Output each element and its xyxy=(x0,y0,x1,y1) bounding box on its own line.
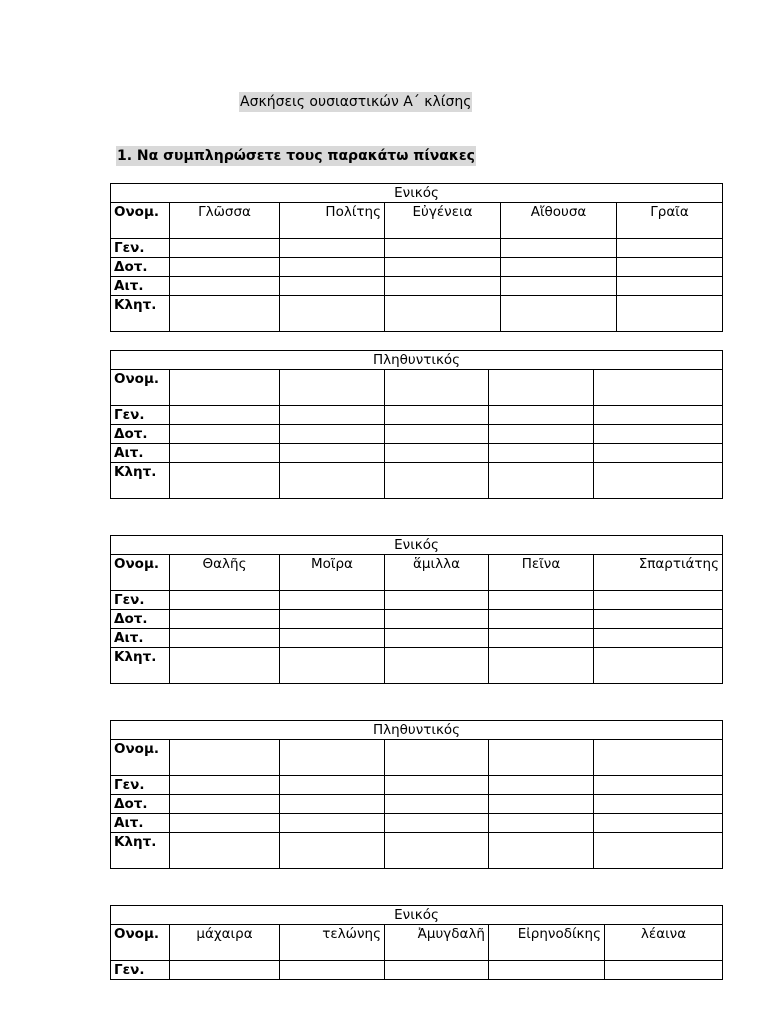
table-header: Πληθυντικός xyxy=(111,721,723,740)
case-label: Αιτ. xyxy=(111,277,170,296)
case-label: Γεν. xyxy=(111,406,170,425)
answer-cell[interactable] xyxy=(280,814,385,833)
answer-cell[interactable] xyxy=(385,629,489,648)
table-header: Ενικός xyxy=(111,536,723,555)
table-header: Πληθυντικός xyxy=(111,351,723,370)
answer-cell[interactable] xyxy=(170,444,280,463)
answer-cell[interactable] xyxy=(489,463,594,499)
answer-cell[interactable] xyxy=(170,610,280,629)
noun-cell: Θαλῆς xyxy=(170,555,280,591)
answer-cell[interactable] xyxy=(385,406,489,425)
answer-cell[interactable] xyxy=(594,833,723,869)
case-label: Ονομ. xyxy=(111,925,170,961)
answer-cell[interactable] xyxy=(385,610,489,629)
table-row-vocative xyxy=(111,648,723,684)
case-label: Ονομ. xyxy=(111,555,170,591)
answer-cell[interactable] xyxy=(385,740,489,776)
answer-cell[interactable] xyxy=(280,833,385,869)
answer-cell[interactable] xyxy=(489,406,594,425)
case-label: Δοτ. xyxy=(111,795,170,814)
answer-cell[interactable] xyxy=(280,629,385,648)
answer-cell[interactable] xyxy=(594,814,723,833)
table-row-genitive xyxy=(111,776,723,795)
table-header: Ενικός xyxy=(111,906,723,925)
table-row-nominative xyxy=(111,740,723,776)
answer-cell[interactable] xyxy=(170,239,280,258)
answer-cell[interactable] xyxy=(594,425,723,444)
answer-cell[interactable] xyxy=(385,277,501,296)
noun-cell: Ἀμυγδαλῆ xyxy=(385,925,489,961)
answer-cell[interactable] xyxy=(385,961,489,980)
case-label: Γεν. xyxy=(111,961,170,980)
answer-cell[interactable] xyxy=(385,833,489,869)
table-row-accusative xyxy=(111,814,723,833)
answer-cell[interactable] xyxy=(280,370,385,406)
answer-cell[interactable] xyxy=(605,961,723,980)
answer-cell[interactable] xyxy=(501,296,617,332)
declension-table-plural-1 xyxy=(110,350,723,499)
noun-cell: Μοῖρα xyxy=(280,555,385,591)
case-label: Δοτ. xyxy=(111,425,170,444)
answer-cell[interactable] xyxy=(489,370,594,406)
answer-cell[interactable] xyxy=(170,370,280,406)
answer-cell[interactable] xyxy=(385,795,489,814)
answer-cell[interactable] xyxy=(501,258,617,277)
answer-cell[interactable] xyxy=(170,463,280,499)
table-row-dative xyxy=(111,795,723,814)
answer-cell[interactable] xyxy=(280,795,385,814)
answer-cell[interactable] xyxy=(489,444,594,463)
table-row-genitive xyxy=(111,239,723,258)
answer-cell[interactable] xyxy=(170,648,280,684)
table-row-dative xyxy=(111,258,723,277)
table-row-nominative xyxy=(111,203,723,239)
table-row-accusative xyxy=(111,629,723,648)
answer-cell[interactable] xyxy=(385,425,489,444)
table-row-accusative xyxy=(111,277,723,296)
document-title: Ασκήσεις ουσιαστικών Α΄ κλίσης xyxy=(240,94,472,110)
answer-cell[interactable] xyxy=(280,610,385,629)
table-row-genitive xyxy=(111,406,723,425)
table-row-nominative xyxy=(111,555,723,591)
answer-cell[interactable] xyxy=(594,776,723,795)
answer-cell[interactable] xyxy=(385,296,501,332)
noun-cell: λέαινα xyxy=(605,925,723,961)
case-label: Δοτ. xyxy=(111,610,170,629)
answer-cell[interactable] xyxy=(170,591,280,610)
case-label: Γεν. xyxy=(111,239,170,258)
table-row-nominative xyxy=(111,370,723,406)
answer-cell[interactable] xyxy=(489,425,594,444)
table-row-genitive xyxy=(111,591,723,610)
table-row-accusative xyxy=(111,444,723,463)
answer-cell[interactable] xyxy=(617,258,723,277)
case-label: Αιτ. xyxy=(111,444,170,463)
answer-cell[interactable] xyxy=(280,406,385,425)
answer-cell[interactable] xyxy=(170,296,280,332)
declension-table-singular-3 xyxy=(110,905,723,980)
noun-cell: ἅμιλλα xyxy=(385,555,489,591)
answer-cell[interactable] xyxy=(594,648,723,684)
answer-cell[interactable] xyxy=(170,776,280,795)
answer-cell[interactable] xyxy=(385,648,489,684)
answer-cell[interactable] xyxy=(170,961,280,980)
answer-cell[interactable] xyxy=(280,425,385,444)
answer-cell[interactable] xyxy=(594,370,723,406)
exercise-heading: 1. Να συμπληρώσετε τους παρακάτω πίνακες xyxy=(117,148,475,164)
answer-cell[interactable] xyxy=(594,795,723,814)
answer-cell[interactable] xyxy=(385,814,489,833)
answer-cell[interactable] xyxy=(385,444,489,463)
answer-cell[interactable] xyxy=(594,740,723,776)
case-label: Κλητ. xyxy=(111,833,170,869)
answer-cell[interactable] xyxy=(385,370,489,406)
noun-cell: Πεῖνα xyxy=(489,555,594,591)
table-row-dative xyxy=(111,425,723,444)
answer-cell[interactable] xyxy=(385,776,489,795)
answer-cell[interactable] xyxy=(489,833,594,869)
table-row-genitive xyxy=(111,961,723,980)
noun-cell: Αἴθουσα xyxy=(501,203,617,239)
noun-cell: τελώνης xyxy=(280,925,385,961)
answer-cell[interactable] xyxy=(489,961,605,980)
answer-cell[interactable] xyxy=(489,610,594,629)
answer-cell[interactable] xyxy=(280,444,385,463)
case-label: Ονομ. xyxy=(111,203,170,239)
case-label: Αιτ. xyxy=(111,814,170,833)
case-label: Κλητ. xyxy=(111,648,170,684)
declension-table-plural-2 xyxy=(110,720,723,869)
answer-cell[interactable] xyxy=(594,629,723,648)
answer-cell[interactable] xyxy=(594,406,723,425)
noun-cell: Γλῶσσα xyxy=(170,203,280,239)
answer-cell[interactable] xyxy=(280,463,385,499)
answer-cell[interactable] xyxy=(489,591,594,610)
case-label: Γεν. xyxy=(111,776,170,795)
answer-cell[interactable] xyxy=(489,814,594,833)
noun-cell: Εἰρηνοδίκης xyxy=(489,925,605,961)
noun-cell: Σπαρτιάτης xyxy=(594,555,723,591)
table-row-dative xyxy=(111,610,723,629)
answer-cell[interactable] xyxy=(280,961,385,980)
answer-cell[interactable] xyxy=(385,463,489,499)
answer-cell[interactable] xyxy=(170,795,280,814)
noun-cell: Εὐγένεια xyxy=(385,203,501,239)
answer-cell[interactable] xyxy=(170,406,280,425)
answer-cell[interactable] xyxy=(501,277,617,296)
answer-cell[interactable] xyxy=(617,277,723,296)
answer-cell[interactable] xyxy=(170,740,280,776)
declension-table-singular-1 xyxy=(110,183,723,332)
answer-cell[interactable] xyxy=(280,648,385,684)
answer-cell[interactable] xyxy=(280,258,385,277)
noun-cell: μάχαιρα xyxy=(170,925,280,961)
answer-cell[interactable] xyxy=(501,239,617,258)
case-label: Κλητ. xyxy=(111,296,170,332)
case-label: Ονομ. xyxy=(111,740,170,776)
answer-cell[interactable] xyxy=(280,591,385,610)
case-label: Δοτ. xyxy=(111,258,170,277)
case-label: Κλητ. xyxy=(111,463,170,499)
answer-cell[interactable] xyxy=(385,258,501,277)
answer-cell[interactable] xyxy=(385,239,501,258)
answer-cell[interactable] xyxy=(170,425,280,444)
answer-cell[interactable] xyxy=(489,776,594,795)
answer-cell[interactable] xyxy=(594,591,723,610)
answer-cell[interactable] xyxy=(489,740,594,776)
answer-cell[interactable] xyxy=(280,776,385,795)
answer-cell[interactable] xyxy=(617,296,723,332)
answer-cell[interactable] xyxy=(280,277,385,296)
answer-cell[interactable] xyxy=(489,629,594,648)
answer-cell[interactable] xyxy=(280,296,385,332)
answer-cell[interactable] xyxy=(280,239,385,258)
answer-cell[interactable] xyxy=(385,591,489,610)
answer-cell[interactable] xyxy=(170,629,280,648)
table-row-vocative xyxy=(111,296,723,332)
declension-table-singular-2 xyxy=(110,535,723,684)
case-label: Ονομ. xyxy=(111,370,170,406)
answer-cell[interactable] xyxy=(489,648,594,684)
answer-cell[interactable] xyxy=(170,258,280,277)
table-row-vocative xyxy=(111,833,723,869)
table-row-nominative xyxy=(111,925,723,961)
answer-cell[interactable] xyxy=(170,814,280,833)
noun-cell: Γραῖα xyxy=(617,203,723,239)
case-label: Αιτ. xyxy=(111,629,170,648)
answer-cell[interactable] xyxy=(489,795,594,814)
table-header: Ενικός xyxy=(111,184,723,203)
answer-cell[interactable] xyxy=(594,463,723,499)
answer-cell[interactable] xyxy=(594,444,723,463)
table-row-vocative xyxy=(111,463,723,499)
noun-cell: Πολίτης xyxy=(280,203,385,239)
answer-cell[interactable] xyxy=(170,833,280,869)
answer-cell[interactable] xyxy=(170,277,280,296)
answer-cell[interactable] xyxy=(617,239,723,258)
answer-cell[interactable] xyxy=(280,740,385,776)
case-label: Γεν. xyxy=(111,591,170,610)
answer-cell[interactable] xyxy=(594,610,723,629)
